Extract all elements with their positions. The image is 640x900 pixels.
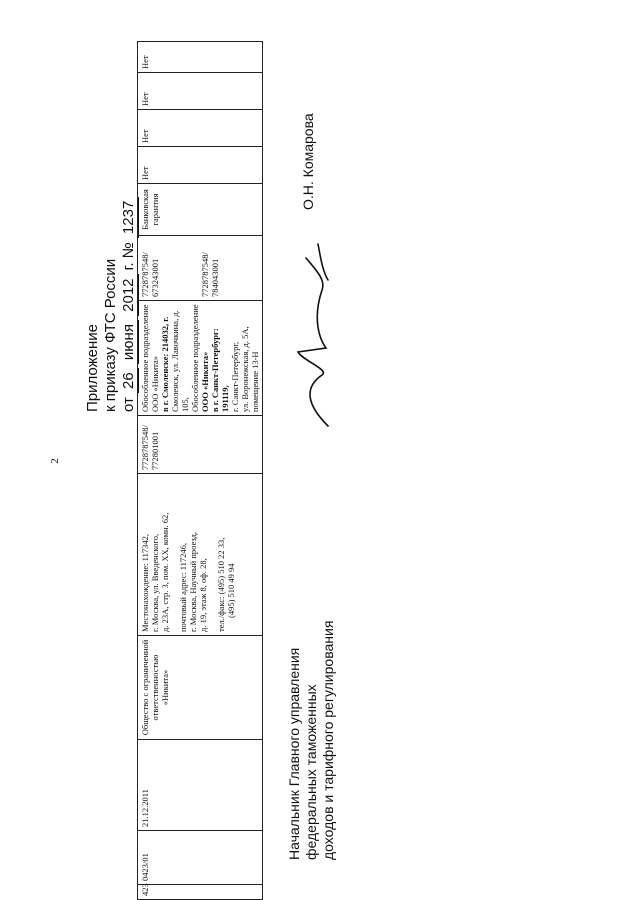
signatory-title-line: доходов и тарифного регулирования (320, 620, 336, 860)
order-month: июня (120, 320, 139, 364)
flag-cell: Нет (138, 73, 263, 110)
order-number: 1237 (120, 197, 139, 238)
branch-inn-line: 7728787548/ (140, 252, 150, 297)
guarantee: Банковская гарантия (138, 184, 263, 236)
signatory-title-line: федеральных таможенных (303, 684, 319, 860)
branch-inn-line: 784043001 (210, 258, 220, 297)
appendix-title: Приложение (84, 324, 101, 412)
org-address (138, 474, 263, 636)
flag-cell: Нет (138, 42, 263, 73)
table-row (138, 42, 263, 900)
address-line: тел./факс: (495) 510 22 33, (216, 537, 226, 632)
branch-line: ООО «Никита» (200, 351, 210, 412)
branch-inn-line: 7728787548/ (200, 252, 210, 297)
reg-number: 0423/01 (138, 831, 263, 885)
branch-inn-line: 673243001 (150, 258, 160, 297)
address-line: (495) 510 49 94 (226, 563, 236, 618)
address-line: г. Москва, ул. Введенского, (150, 533, 160, 632)
order-year: 2012 (120, 274, 139, 315)
address-line: д. 23А, стр. 3, пом. XX, комн. 62, (160, 512, 170, 632)
number-label: № (120, 242, 137, 259)
branch-line: ул. Воронежская, д. 5А, (240, 326, 250, 412)
page-number: 2 (48, 458, 61, 464)
register-table (137, 41, 263, 900)
address-line: Местонахождение: 117342, (140, 534, 150, 632)
year-suffix: г. (120, 262, 137, 271)
date-prefix: от (120, 397, 137, 412)
signatory-name: О.Н. Комарова (300, 113, 316, 210)
reg-date: 21.12.2011 (138, 740, 263, 831)
address-line: почтовый адрес: 117246, (178, 542, 188, 632)
branch-line: в г. Санкт-Петербург: 191119, (210, 328, 230, 412)
branch-line: в г. Смоленске: 214032, г. (160, 316, 170, 412)
branch-line: помещение 13-Н (250, 351, 260, 412)
branch-line: Обособленное подразделение (190, 304, 200, 412)
address-line: д. 19, этаж 8, оф. 28, (198, 558, 208, 632)
org-name: Общество с ограниченной ответственностью «Никита» (138, 636, 263, 740)
inn-kpp: 7728787548/ 772801001 (138, 416, 263, 474)
flag-cell: Нет (138, 110, 263, 147)
branch-line: Смоленск, ул. Лавочкина, д. 105, (170, 310, 190, 412)
row-number: 423 (138, 885, 263, 900)
address-line: г. Москва, Научный проезд, (188, 531, 198, 632)
signatory-title-line: Начальник Главного управления (286, 647, 302, 860)
appendix-header (84, 72, 139, 412)
signatory-title (286, 560, 337, 860)
branch-line: Обособленное подразделение (140, 304, 150, 412)
branch-line: ООО «Никита» (150, 356, 160, 412)
handwritten-signature (292, 240, 334, 430)
order-day: 26 (120, 368, 139, 393)
branch-inn-kpp (138, 236, 263, 301)
flag-cell: Нет (138, 147, 263, 184)
branches (138, 301, 263, 416)
branch-line: г. Санкт-Петербург, (230, 341, 240, 412)
appendix-order-ref: к приказу ФТС России (102, 258, 119, 412)
